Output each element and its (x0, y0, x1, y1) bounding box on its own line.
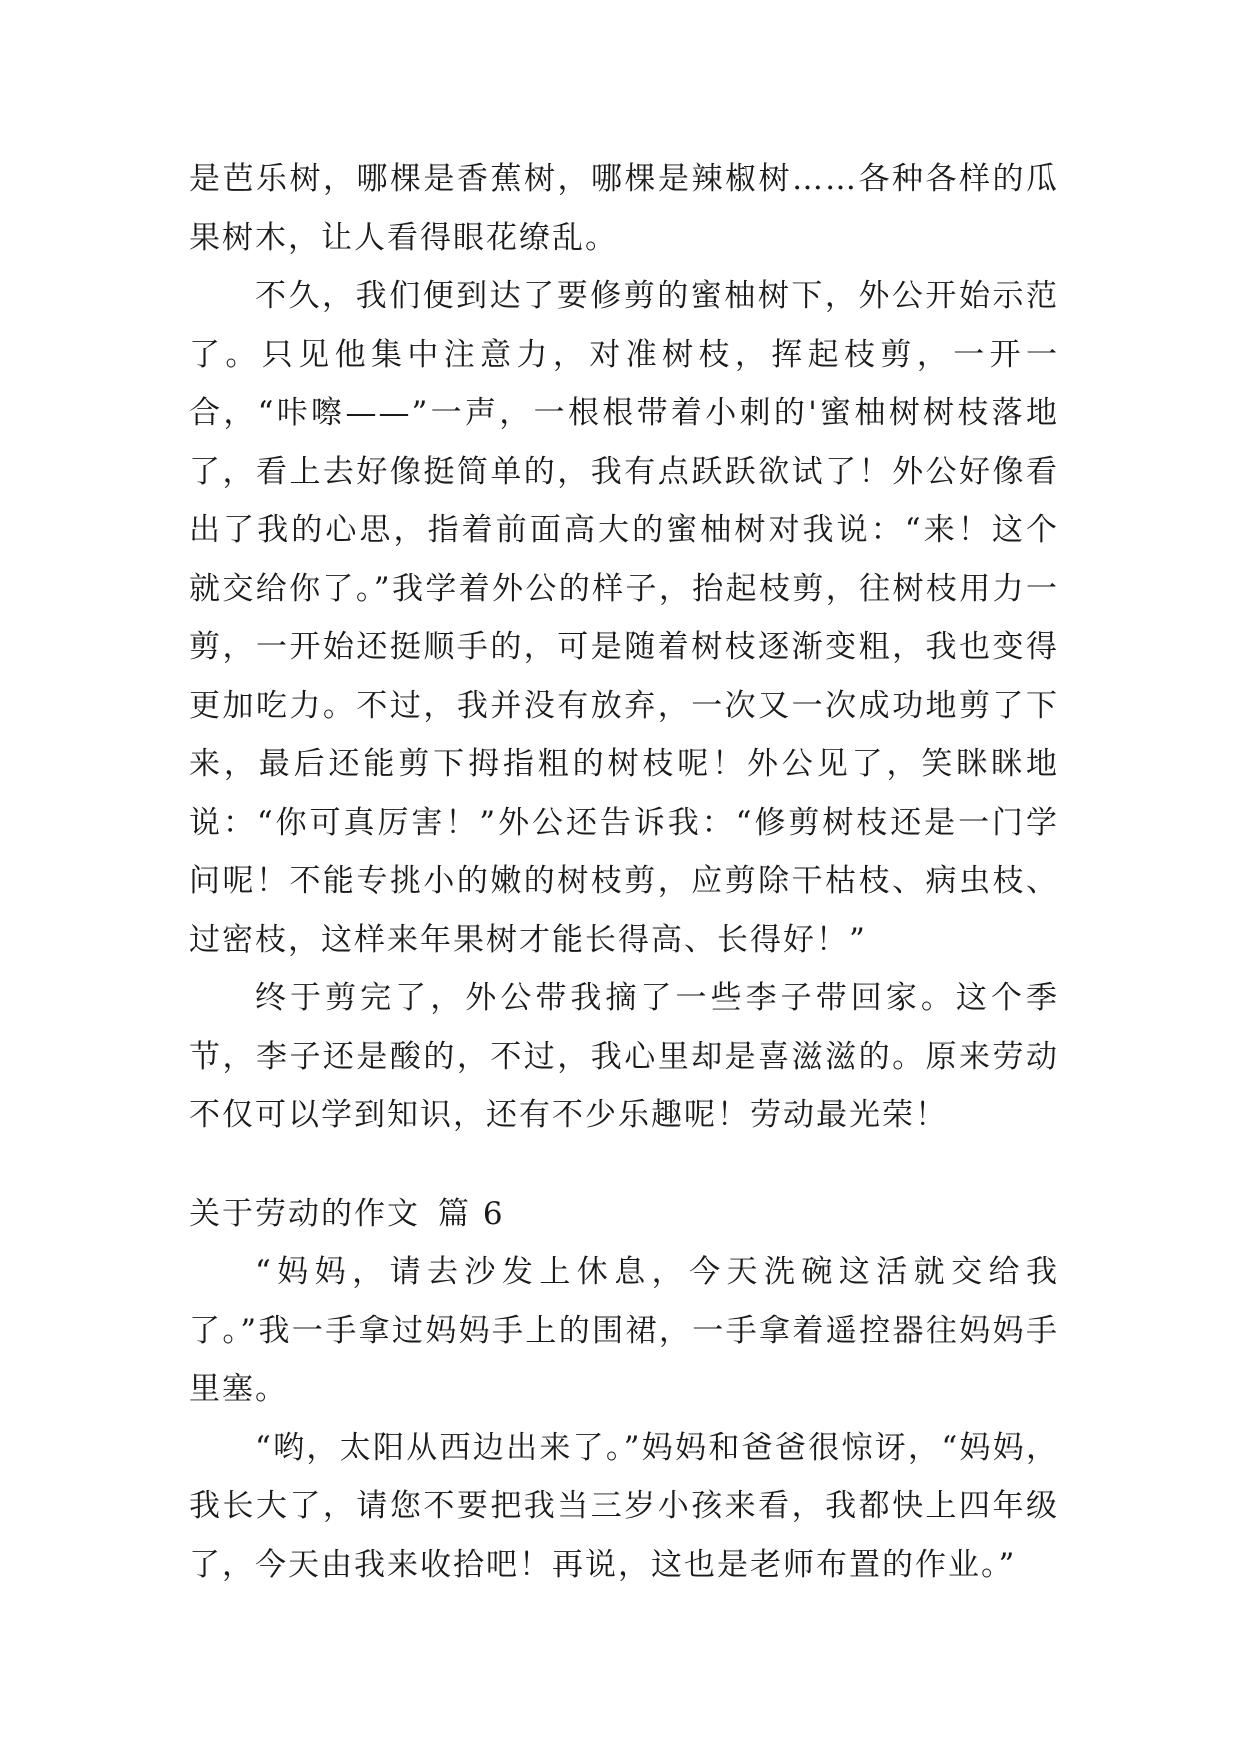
paragraph-grown-up: “哟，太阳从西边出来了。”妈妈和爸爸很惊讶，“妈妈，我长大了，请您不要把我当三岁小孩来看，我都快上四年级了，今天由我来收拾吧！再说，这也是老师布置的作业。” (189, 1429, 1059, 1583)
section-heading-number: 篇 6 (438, 1195, 505, 1232)
paragraph-washing-dishes: “妈妈，请去沙发上休息，今天洗碗这活就交给我了。”我一手拿过妈妈手上的围裙，一手拿着遥控器往妈妈手里塞。 (189, 1254, 1059, 1407)
paragraph-plums: 终于剪完了，外公带我摘了一些李子带回家。这个季节，李子还是酸的，不过，我心里却是喜滋滋的。原来劳动不仅可以学到知识，还有不少乐趣呢！劳动最光荣！ (189, 980, 1059, 1133)
paragraph-pruning: 不久，我们便到达了要修剪的蜜柚树下，外公开始示范了。只见他集中注意力，对准树枝，挥起枝剪，一开一合，“咔嚓——”一声，一根根带着小刺的'蜜柚树树枝落地了，看上去好像挺简单的，我有点跃跃欲试了！外公好像看出了我的心思，指着前面高大的蜜柚树对我说：“来！这个就交给你了。”我学着外公的样子，抬起枝剪，往树枝用力一剪，一开始还挺顺手的，可是随着树枝逐渐变粗，我也变得更加吃力。不过，我并没有放弃，一次又一次成功地剪了下来，最后还能剪下拇指粗的树枝呢！外公见了，笑眯眯地说：“你可真厉害！”外公还告诉我：“修剪树枝还是一门学问呢！不能专挑小的嫩的树枝剪，应剪除干枯枝、病虫枝、过密枝，这样来年果树才能长得高、长得好！” (189, 278, 1059, 958)
document-body (189, 150, 1059, 1594)
section-heading-title: 关于劳动的作文 (189, 1195, 420, 1232)
paragraph-fruit-trees: 是芭乐树，哪棵是香蕉树，哪棵是辣椒树……各种各样的瓜果树木，让人看得眼花缭乱。 (189, 161, 1059, 256)
section-heading (189, 1185, 1059, 1244)
